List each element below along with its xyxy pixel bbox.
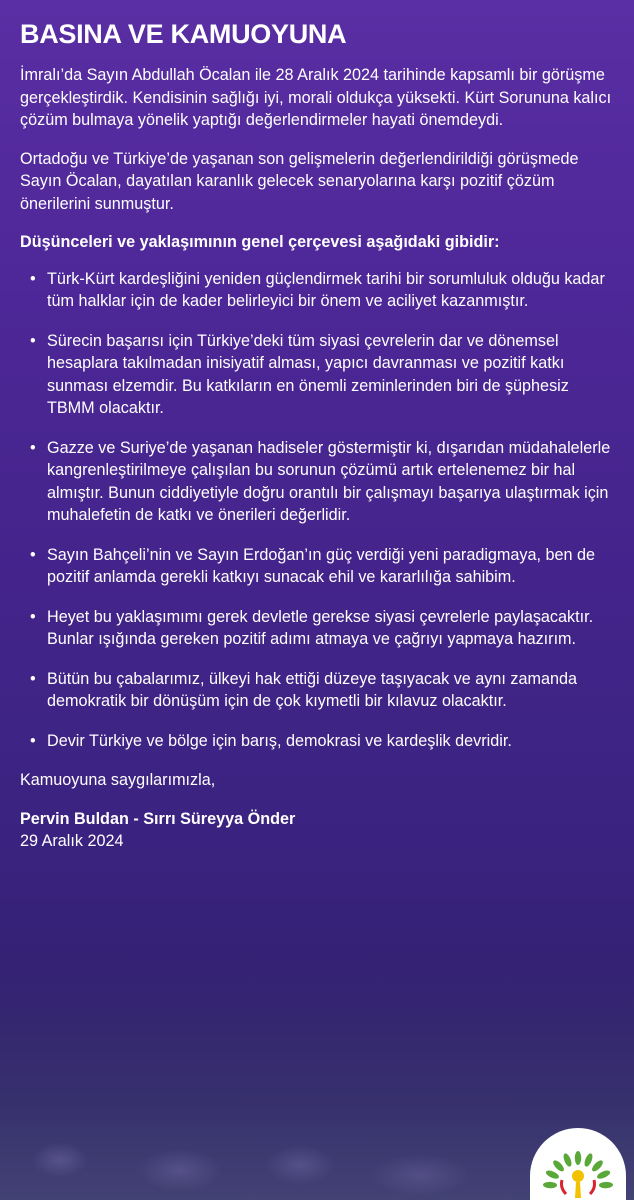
- bullets-intro: Düşünceleri ve yaklaşımının genel çerçevesi aşağıdaki gibidir:: [20, 233, 500, 251]
- party-tree-logo-icon: [530, 1128, 626, 1200]
- list-item: • Türk-Kürt kardeşliğini yeniden güçlendirmek tarihi bir sorumluluk olduğu kadar tüm halklar için de kader belirleyici bir önem ve aciliyet kazanmıştır.: [30, 268, 614, 313]
- list-item: • Sürecin başarısı için Türkiye’deki tüm siyasi çevrelerin dar ve dönemsel hesaplara takılmadan inisiyatif alması, yapıcı davranması ve pozitif katkı sunması elzemdir. Bu katkıların en önemli zeminlerinden biri de şüphesiz TBMM olacaktır.: [30, 330, 614, 420]
- page-title: BASINA VE KAMUOYUNA: [20, 19, 347, 49]
- list-item: • Devir Türkiye ve bölge için barış, demokrasi ve kardeşlik devridir.: [30, 730, 614, 753]
- paragraph: Ortadoğu ve Türkiye’de yaşanan son gelişmelerin değerlendirildiği görüşmede Sayın Öcalan, dayatılan karanlık gelecek senaryolarına karşı pozitif çözüm önerilerini sunmuştur.: [20, 149, 579, 213]
- list-item: • Bütün bu çabalarımız, ülkeyi hak ettiği düzeye taşıyacak ve aynı zamanda demokratik bir dönüşüm için de çok kıymetli bir kılavuz olacaktır.: [30, 668, 614, 713]
- statement-bullets: [20, 268, 614, 753]
- list-item: • Sayın Bahçeli’nin ve Sayın Erdoğan’ın güç verdiği yeni paradigmaya, ben de pozitif anlamda gerekli katkıyı sunacak ehil ve kararlılığa sahibim.: [30, 544, 614, 589]
- closing-line: Kamuoyuna saygılarımızla,: [20, 771, 216, 789]
- list-item: • Gazze ve Suriye’de yaşanan hadiseler göstermiştir ki, dışarıdan müdahalelerle kangrenleştirilmeye çalışılan bu sorunun çözümü artık ertelenemez bir hal almıştır. Bunun ciddiyetiyle doğru orantılı bir çalışmayı başarıya ulaştırmak için muhalefetin de katkı ve önerileri değerlidir.: [30, 437, 614, 527]
- list-item: • Heyet bu yaklaşımımı gerek devletle gerekse siyasi çevrelerle paylaşacaktır. Bunlar ışığında gereken pozitif adımı atmaya ve çağrıyı yapmaya hazırım.: [30, 606, 614, 651]
- signers: Pervin Buldan - Sırrı Süreyya Önder: [20, 809, 296, 828]
- paragraph: İmralı’da Sayın Abdullah Öcalan ile 28 Aralık 2024 tarihinde kapsamlı bir görüşme gerçekleştirdik. Kendisinin sağlığı iyi, morali oldukça yüksekti. Kürt Sorununa kalıcı çözüm bulmaya yönelik yaptığı değerlendirmeler hayati önemdeydi.: [20, 66, 612, 129]
- statement-date: 29 Aralık 2024: [20, 832, 124, 850]
